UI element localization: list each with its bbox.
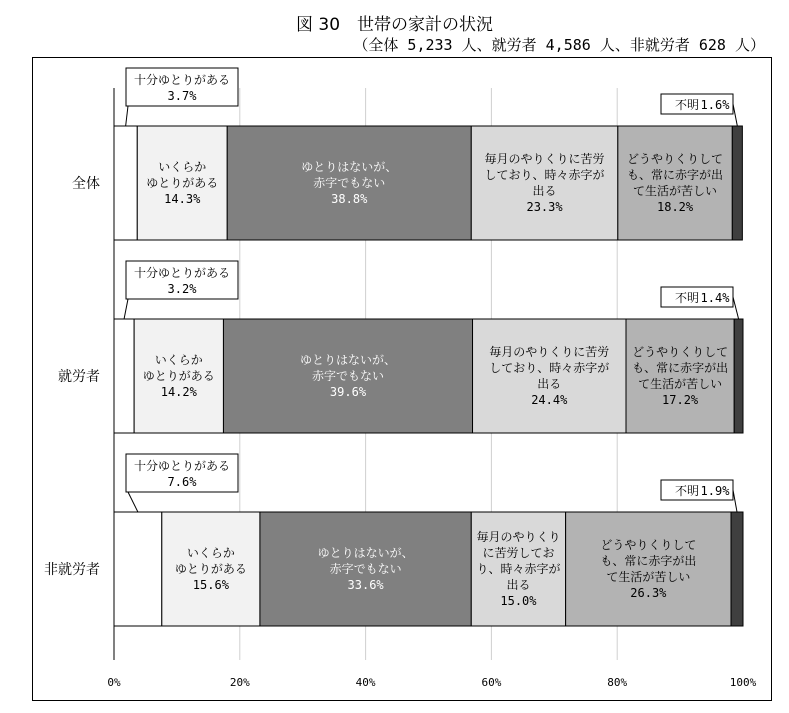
segment-label: 不明 bbox=[674, 291, 700, 305]
segment-label: ゆとりがある bbox=[142, 369, 215, 383]
bar-segment bbox=[566, 512, 731, 626]
category-label: 全体 bbox=[72, 176, 100, 192]
segment-label: ゆとりはないが、 bbox=[299, 353, 396, 367]
bar-segment bbox=[473, 319, 626, 433]
segment-label: り、時々赤字が bbox=[476, 562, 561, 576]
bar-segment bbox=[471, 126, 618, 240]
segment-value: 38.8% bbox=[331, 192, 368, 206]
callout-leader bbox=[124, 299, 128, 319]
segment-value: 26.3% bbox=[630, 586, 667, 600]
segment-label: ゆとりがある bbox=[174, 562, 247, 576]
bar-segment bbox=[732, 126, 742, 240]
segment-value: 14.3% bbox=[164, 192, 201, 206]
chart-subtitle: （全体 5,233 人、就労者 4,586 人、非就労者 628 人） bbox=[353, 36, 765, 54]
segment-value: 23.3% bbox=[526, 200, 563, 214]
segment-value: 18.2% bbox=[657, 200, 694, 214]
x-tick-label: 20% bbox=[229, 676, 250, 689]
callout-leader bbox=[128, 492, 138, 512]
segment-label: どうやりくりして bbox=[632, 345, 729, 359]
bar-segment bbox=[618, 126, 732, 240]
bar-segment bbox=[626, 319, 734, 433]
segment-label: て生活が苦しい bbox=[606, 570, 691, 584]
segment-label: ゆとりがある bbox=[146, 176, 219, 190]
segment-label: も、常に赤字が出 bbox=[632, 361, 729, 375]
segment-label: 十分ゆとりがある bbox=[133, 266, 231, 280]
x-tick-label: 100% bbox=[729, 676, 757, 689]
segment-label: いくらか bbox=[186, 546, 235, 560]
segment-label: しており、時々赤字が bbox=[484, 168, 605, 182]
segment-value: 14.2% bbox=[160, 385, 197, 399]
bar-segment bbox=[114, 512, 162, 626]
segment-value: 15.0% bbox=[500, 594, 537, 608]
segment-label: 出る bbox=[537, 377, 562, 391]
segment-label: 不明 bbox=[674, 484, 700, 498]
segment-value: 3.7% bbox=[167, 89, 197, 103]
segment-label: いくらか bbox=[154, 353, 203, 367]
segment-label: も、常に赤字が出 bbox=[600, 554, 697, 568]
segment-label: 出る bbox=[532, 184, 557, 198]
callout-leader bbox=[733, 490, 737, 512]
segment-label: 赤字でもない bbox=[329, 562, 402, 576]
segment-label: ゆとりはないが、 bbox=[317, 546, 414, 560]
segment-value: 17.2% bbox=[662, 393, 699, 407]
x-tick-label: 80% bbox=[607, 676, 628, 689]
segment-label: も、常に赤字が出 bbox=[627, 168, 724, 182]
segment-label: 毎月のやりくりに苦労 bbox=[489, 345, 610, 359]
segment-label: て生活が苦しい bbox=[638, 377, 723, 391]
segment-label: いくらか bbox=[158, 160, 207, 174]
segment-value: 1.6% bbox=[700, 98, 730, 112]
segment-label: 出る bbox=[506, 578, 531, 592]
x-tick-label: 0% bbox=[107, 676, 121, 689]
callout-leader bbox=[126, 106, 128, 126]
segment-label: どうやりくりして bbox=[600, 538, 697, 552]
bar-segment bbox=[114, 126, 137, 240]
bar-segment bbox=[114, 319, 134, 433]
segment-value: 1.4% bbox=[700, 291, 730, 305]
segment-value: 1.9% bbox=[700, 484, 730, 498]
bar-segment bbox=[734, 319, 743, 433]
x-tick-label: 40% bbox=[355, 676, 376, 689]
segment-label: 赤字でもない bbox=[311, 369, 384, 383]
segment-value: 15.6% bbox=[192, 578, 229, 592]
segment-value: 24.4% bbox=[531, 393, 568, 407]
bar-segment bbox=[731, 512, 743, 626]
segment-label: 不明 bbox=[674, 98, 700, 112]
chart-title: 図 30 世帯の家計の状況 bbox=[295, 15, 494, 35]
segment-label: ゆとりはないが、 bbox=[301, 160, 398, 174]
segment-value: 39.6% bbox=[329, 385, 367, 399]
segment-label: しており、時々赤字が bbox=[489, 361, 610, 375]
category-label: 非就労者 bbox=[44, 562, 100, 578]
segment-label: 十分ゆとりがある bbox=[133, 459, 231, 473]
category-label: 就労者 bbox=[58, 369, 100, 385]
segment-label: 赤字でもない bbox=[313, 176, 386, 190]
segment-value: 3.2% bbox=[167, 282, 197, 296]
x-tick-label: 60% bbox=[481, 676, 502, 689]
callout-leader bbox=[733, 104, 737, 126]
segment-label: に苦労してお bbox=[482, 546, 555, 560]
segment-label: 十分ゆとりがある bbox=[133, 73, 231, 87]
segment-label: どうやりくりして bbox=[627, 152, 724, 166]
segment-label: て生活が苦しい bbox=[633, 184, 718, 198]
segment-value: 33.6% bbox=[347, 578, 384, 592]
callout-leader bbox=[733, 297, 739, 319]
segment-label: 毎月のやりくり bbox=[476, 530, 561, 544]
segment-value: 7.6% bbox=[167, 475, 197, 489]
segment-label: 毎月のやりくりに苦労 bbox=[484, 152, 605, 166]
